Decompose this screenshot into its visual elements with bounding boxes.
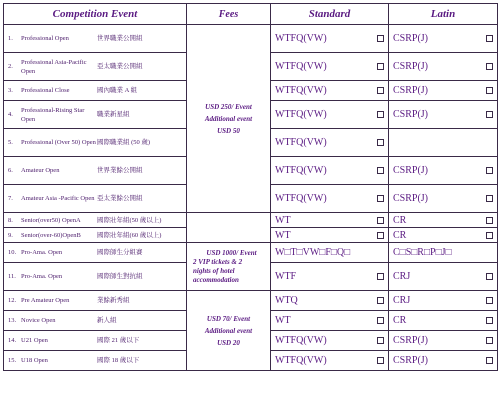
standard-dances: WT: [275, 315, 291, 326]
standard-checkbox[interactable]: [377, 167, 384, 174]
event-name-en: Professional Asia-Pacific Open: [21, 58, 87, 75]
event-name-en: Professional (Over 50) Open: [21, 139, 96, 146]
competition-table: [3, 3, 498, 371]
event-number: 12.: [8, 297, 17, 304]
event-cell: [4, 81, 187, 101]
latin-dances: CSRP(J): [393, 335, 429, 346]
event-name-zh: 國際 21 歲以下: [97, 337, 140, 344]
standard-cell: [271, 101, 389, 129]
event-name-zh: 亞太職業公開組: [97, 63, 143, 70]
standard-dances: WTFQ(VW): [275, 335, 327, 346]
event-name-zh: 世界業餘公開組: [97, 167, 143, 174]
latin-dances: CRJ: [393, 271, 411, 282]
event-name-en: Novice Open: [21, 317, 56, 324]
standard-cell: [271, 291, 389, 311]
latin-cell: [389, 311, 498, 331]
standard-dances: WTFQ(VW): [275, 193, 327, 204]
standard-cell: [271, 25, 389, 53]
latin-cell: [389, 228, 498, 243]
fee-line: accommodation: [193, 275, 239, 284]
fee-line: nights of hotel: [193, 266, 235, 275]
standard-cell: [271, 351, 389, 371]
standard-checkbox[interactable]: [377, 273, 384, 280]
fees-empty-cell: [187, 213, 271, 243]
event-name-zh: 國際 18 歲以下: [97, 357, 140, 364]
event-name-en: Professional Open: [21, 35, 69, 42]
latin-dances: CSRP(J): [393, 61, 429, 72]
latin-dances: CSRP(J): [393, 165, 429, 176]
standard-cell: [271, 311, 389, 331]
event-name-en: Pre Amateur Open: [21, 297, 70, 304]
latin-dances: CSRP(J): [393, 355, 429, 366]
header-latin: Latin: [389, 4, 498, 25]
latin-dances: CSRP(J): [393, 85, 429, 96]
standard-checkbox[interactable]: [377, 87, 384, 94]
event-cell: [4, 53, 187, 81]
latin-checkbox[interactable]: [486, 63, 493, 70]
standard-checkbox[interactable]: [377, 195, 384, 202]
event-cell: [4, 311, 187, 331]
latin-dances: CRJ: [393, 295, 411, 306]
header-standard: Standard: [271, 4, 389, 25]
standard-cell: [271, 331, 389, 351]
event-cell: [4, 263, 187, 291]
event-number: 3.: [8, 87, 13, 94]
event-name-en: U21 Open: [21, 337, 48, 344]
event-name-zh: 職業新星組: [97, 111, 130, 118]
event-name-en: Pro-Ama. Open: [21, 249, 63, 256]
event-number: 13.: [8, 317, 17, 324]
event-name-en: Amateur Open: [21, 167, 60, 174]
fee-line: Additional event: [204, 326, 253, 335]
table-row: [4, 213, 498, 228]
latin-checkbox[interactable]: [486, 273, 493, 280]
latin-cell: [389, 263, 498, 291]
event-number: 1.: [8, 35, 13, 42]
latin-checkbox[interactable]: [486, 317, 493, 324]
event-cell: [4, 331, 187, 351]
standard-cell: [271, 53, 389, 81]
latin-cell: [389, 81, 498, 101]
latin-cell: [389, 101, 498, 129]
event-number: 5.: [8, 139, 13, 146]
latin-checkbox[interactable]: [486, 217, 493, 224]
event-name-zh: 世界職業公開組: [97, 35, 143, 42]
latin-dances: CSRP(J): [393, 33, 429, 44]
standard-checkbox[interactable]: [377, 232, 384, 239]
event-number: 10.: [8, 249, 17, 256]
latin-checkbox[interactable]: [486, 297, 493, 304]
fee-line: USD 20: [217, 338, 240, 347]
event-cell: [4, 243, 187, 263]
fees-group-amateur: [187, 291, 271, 371]
event-cell: [4, 291, 187, 311]
standard-cell: [271, 243, 389, 263]
fee-line: Additional event: [204, 114, 253, 123]
latin-cell: [389, 25, 498, 53]
latin-cell: [389, 185, 498, 213]
standard-dances: WTFQ(VW): [275, 61, 327, 72]
latin-cell: [389, 157, 498, 185]
latin-checkbox[interactable]: [486, 232, 493, 239]
event-number: 4.: [8, 111, 13, 118]
event-cell: [4, 25, 187, 53]
latin-checkbox[interactable]: [486, 35, 493, 42]
standard-dances: WTFQ(VW): [275, 109, 327, 120]
standard-cell: [271, 263, 389, 291]
table-row: [4, 25, 498, 53]
standard-checkbox[interactable]: [377, 337, 384, 344]
latin-cell: [389, 291, 498, 311]
event-name-en: Senior(over50) OpenA: [21, 216, 81, 224]
latin-checkbox[interactable]: [486, 111, 493, 118]
event-name-zh: 國際壯年組(50 歲以上): [97, 216, 162, 224]
standard-checkbox[interactable]: [377, 111, 384, 118]
latin-dances: CR: [393, 229, 407, 241]
event-cell: [4, 213, 187, 228]
standard-cell: [271, 185, 389, 213]
event-number: 7.: [8, 195, 13, 202]
table-row: [4, 291, 498, 311]
standard-checkbox[interactable]: [377, 217, 384, 224]
event-cell: [4, 101, 187, 129]
fees-group-professional: [187, 25, 271, 213]
fee-line: USD 50: [217, 126, 240, 135]
fee-line: USD 70/ Event: [206, 314, 251, 323]
standard-dances: WT: [275, 214, 291, 226]
event-number: 8.: [8, 216, 13, 224]
latin-cell: [389, 213, 498, 228]
fee-line: USD 1000/ Event: [206, 248, 257, 257]
latin-checkbox[interactable]: [486, 337, 493, 344]
event-number: 9.: [8, 231, 13, 239]
event-name-en: Professional Close: [21, 87, 70, 94]
standard-checkbox[interactable]: [377, 297, 384, 304]
event-number: 15.: [8, 357, 17, 364]
fees-group-pro-am: [187, 243, 271, 291]
fee-line: USD 250/ Event: [205, 102, 252, 111]
standard-checkbox[interactable]: [377, 35, 384, 42]
event-number: 6.: [8, 167, 13, 174]
standard-dances: WTFQ(VW): [275, 165, 327, 176]
latin-checkbox[interactable]: [486, 195, 493, 202]
standard-dances: W□T□VW□F□Q□: [275, 247, 351, 258]
event-name-en: Amateur Asia -Pacific Open: [21, 195, 95, 202]
event-number: 11.: [8, 273, 16, 280]
standard-checkbox[interactable]: [377, 317, 384, 324]
latin-checkbox[interactable]: [486, 87, 493, 94]
event-cell: [4, 185, 187, 213]
event-cell: [4, 129, 187, 157]
standard-dances: WTFQ(VW): [275, 355, 327, 366]
event-name-zh: 新人組: [97, 317, 117, 324]
event-name-zh: 國際師生對抗組: [97, 273, 143, 280]
event-number: 2.: [8, 63, 13, 70]
event-name-en: Senior(over-60)OpenB: [21, 231, 81, 239]
standard-cell: [271, 129, 389, 157]
event-name-en: Professional-Rising Star Open: [21, 106, 85, 123]
latin-checkbox[interactable]: [486, 357, 493, 364]
standard-dances: WTF: [275, 271, 297, 282]
header-fees: Fees: [187, 4, 271, 25]
latin-dances: CR: [393, 315, 407, 326]
standard-checkbox[interactable]: [377, 357, 384, 364]
standard-cell: [271, 81, 389, 101]
event-name-zh: 國內職業 A 組: [97, 87, 138, 94]
standard-dances: WTQ: [275, 295, 298, 306]
standard-checkbox[interactable]: [377, 139, 384, 146]
standard-cell: [271, 213, 389, 228]
event-name-zh: 亞太業餘公開組: [97, 195, 143, 202]
latin-dances: CR: [393, 214, 407, 226]
standard-checkbox[interactable]: [377, 63, 384, 70]
latin-dances: CSRP(J): [393, 193, 429, 204]
event-cell: [4, 351, 187, 371]
latin-dances: C□S□R□P□J□: [393, 247, 452, 258]
latin-cell: [389, 243, 498, 263]
latin-cell: [389, 331, 498, 351]
latin-cell: [389, 351, 498, 371]
standard-dances: WTFQ(VW): [275, 33, 327, 44]
event-number: 14.: [8, 337, 17, 344]
standard-dances: WT: [275, 229, 291, 241]
event-name-zh: 國際壯年組(60 歲以上): [97, 231, 162, 239]
event-name-en: Pro-Ama. Open: [21, 273, 63, 280]
standard-dances: WTFQ(VW): [275, 85, 327, 96]
standard-cell: [271, 228, 389, 243]
event-name-zh: 國際師生分組賽: [97, 249, 143, 256]
standard-cell: [271, 157, 389, 185]
latin-dances: CSRP(J): [393, 109, 429, 120]
table-row: [4, 243, 498, 263]
event-name-zh: 國際職業組 (50 歲): [97, 139, 151, 146]
latin-cell-empty: [389, 129, 498, 157]
latin-checkbox[interactable]: [486, 167, 493, 174]
event-cell: [4, 228, 187, 243]
header-competition-event: Competition Event: [4, 4, 187, 25]
event-name-en: U18 Open: [21, 357, 48, 364]
event-name-zh: 業餘新秀組: [97, 297, 130, 304]
latin-cell: [389, 53, 498, 81]
event-cell: [4, 157, 187, 185]
standard-dances: WTFQ(VW): [275, 137, 327, 148]
fee-line: 2 VIP tickets & 2: [193, 257, 243, 266]
